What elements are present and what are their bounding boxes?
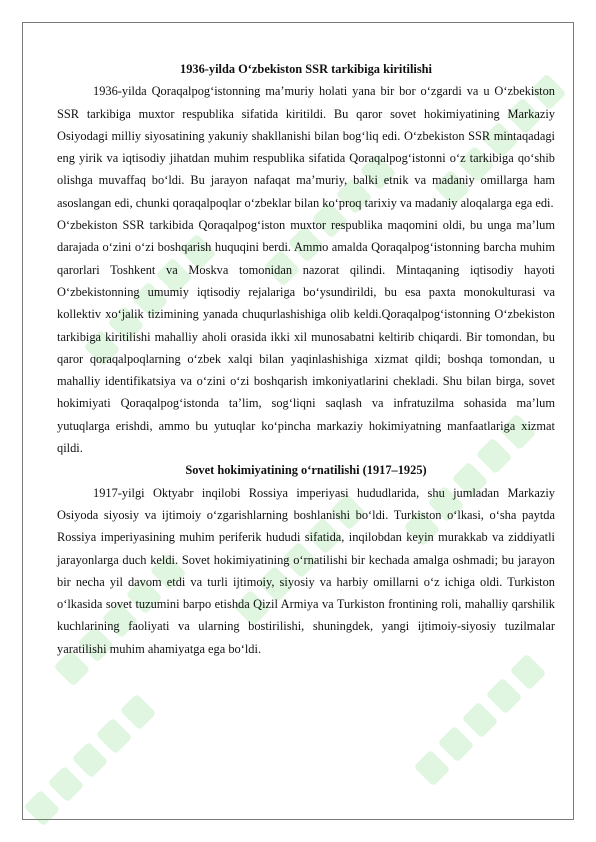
section-heading-soviet-power: Sovet hokimiyatining oʻrnatilishi (1917–1925) <box>185 463 427 478</box>
document-body <box>57 58 555 660</box>
section-heading-1936: 1936-yilda Oʻzbekiston SSR tarkibiga kiritilishi <box>180 62 432 76</box>
paragraph: 1917-yilgi Oktyabr inqilobi Rossiya imperiyasi hududlarida, shu jumladan Markaziy Osiyoda siyosiy va ijtimoiy oʻzgarishlarning boshlanishi boʻldi. Turkiston oʻlkasi, oʻsha paytda Rossiya imperiyasining muhim periferik hududi sifatida, inqilobdan keyin murakkab va ziddiyatli jarayonlarga duch keldi. Sovet hokimiyatining oʻrnatilishi bir kechada amalga oshmadi; bu jarayon bir necha yil davom etdi va turli ijtimoiy, siyosiy va harbiy omillarni oʻz ichiga oldi. Turkiston oʻlkasida sovet tuzumini barpo etishda Qizil Armiya va Turkiston frontining roli, mahalliy qarshilik kuchlarining faoliyati va ularning bostirilishi, shuningdek, yangi ijtimoiy-siyosiy tuzilmalar yaratilishi muhim ahamiyatga ega boʻldi. <box>57 485 555 656</box>
paragraph: Oʻzbekiston SSR tarkibida Qoraqalpogʻiston muxtor respublika maqomini oldi, bu unga maʼlum darajada oʻzini oʻzi boshqarish huquqini berdi. Ammo amalda Qoraqalpogʻistonning barcha muhim qarorlari Toshkent va Moskva tomonidan nazorat qilindi. Mintaqaning iqtisodiy hayoti Oʻzbekistonning umumiy iqtisodiy rejalariga boʻysundirildi, bu esa paxta monokulturasi va kollektiv xoʻjalik tizimining yanada chuqurlashishiga olib keldi.Qoraqalpogʻistonning Oʻzbekiston tarkibiga kiritilishi mahalliy aholi orasida ikki xil munosabatni keltirib chiqardi. Bir tomondan, bu qaror qoraqalpoqlarning oʻzbek xalqi bilan yaqinlashishiga xizmat qildi; boshqa tomondan, u mahalliy identifikatsiya va oʻzini oʻzi boshqarish imkoniyatlarini chekladi. Shu bilan birga, sovet hokimiyati Qoraqalpogʻistonda taʼlim, sogʻliqni saqlash va infratuzilma sohasida maʼlum yutuqlarga erishdi, ammo bu yutuqlar koʻpincha markaziy hokimiyatning manfaatlariga xizmat qildi. <box>57 218 555 456</box>
paragraph: 1936-yilda Qoraqalpogʻistonning maʼmuriy holati yana bir bor oʻzgardi va u Oʻzbekiston SSR tarkibiga muxtor respublika sifatida kiritildi. Bu qaror sovet hokimiyatining Markaziy Osiyodagi milliy siyosatining yakuniy shakllanishi bilan bogʻliq edi. Oʻzbekiston SSR mintaqadagi eng yirik va iqtisodiy jihatdan muhim respublika sifatida Qoraqalpogʻistonni oʻz tarkibiga qoʻshib olishga muvaffaq boʻldi. Bu jarayon nafaqat maʼmuriy, balki etnik va madaniy omillarga ham asoslangan edi, chunki qoraqalpoqlar oʻzbeklar bilan koʻproq tarixiy va madaniy aloqalarga ega edi. <box>57 84 555 210</box>
